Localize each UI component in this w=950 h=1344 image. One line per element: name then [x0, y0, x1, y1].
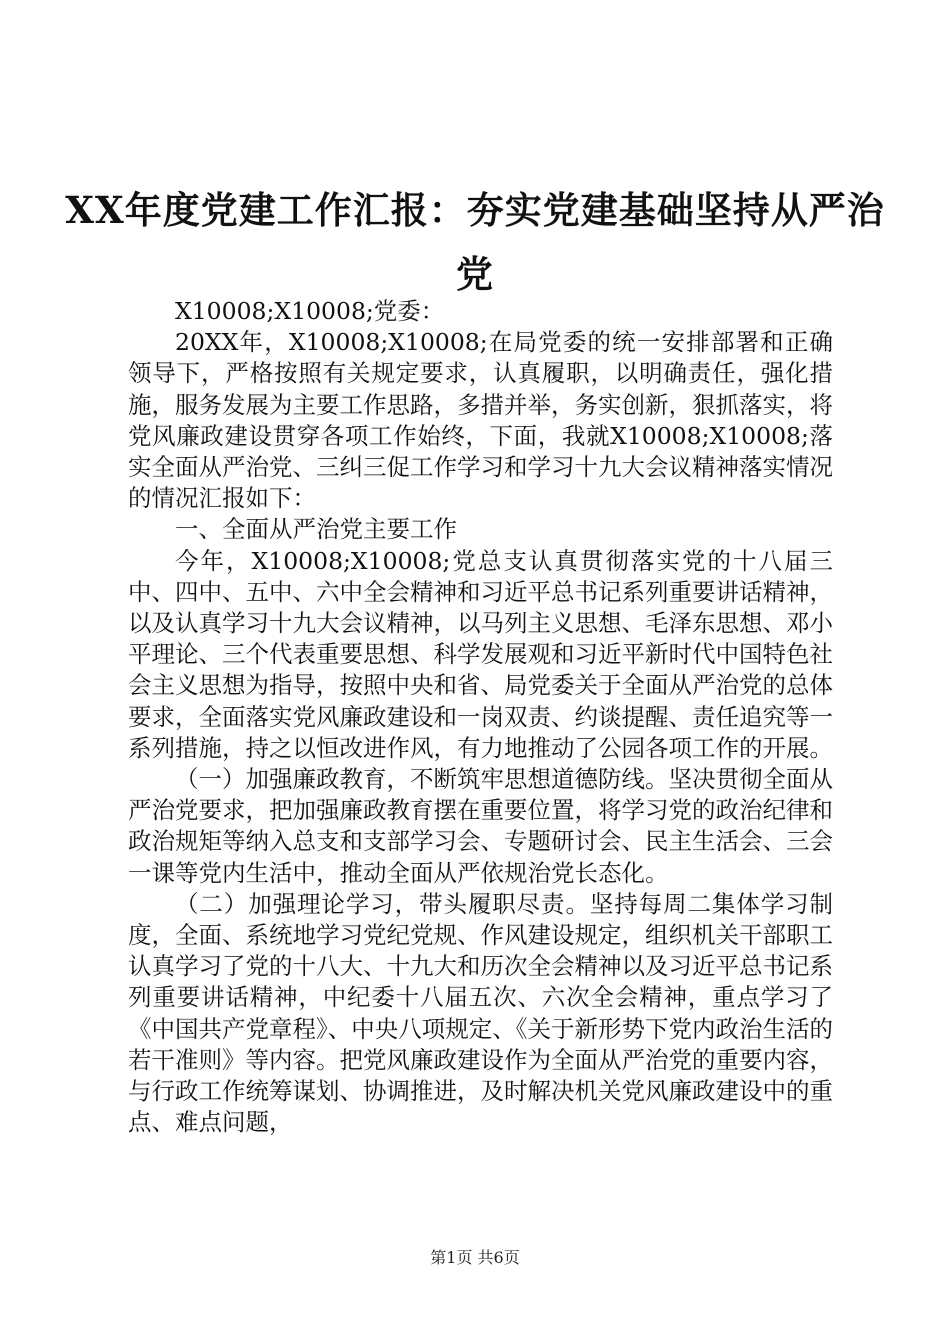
page-footer: 第1页 共6页	[430, 1248, 520, 1267]
body-paragraph: 今年，X10008;X10008;党总支认真贯彻落实党的十八届三中、四中、五中、六中全会精神和习近平总书记系列重要讲话精神，以及认真学习十九大会议精神，以马列主义思想、毛泽东思想、邓小平理论、三个代表重要思想、科学发展观和习近平新时代中国特色社会主义思想为指导，按照中央和省、局党委关于全面从严治党的总体要求，全面落实党风廉政建设和一岗双责、约谈提醒、责任追究等一系列措施，持之以恒改进作风，有力地推动了公园各项工作的开展。	[128, 546, 833, 762]
document-title: XX年度党建工作汇报：夯实党建基础坚持从严治党	[65, 188, 885, 296]
body-paragraph: （二）加强理论学习，带头履职尽责。坚持每周二集体学习制度，全面、系统地学习党纪党规、作风建设规定，组织机关干部职工认真学习了党的十八大、十九大和历次全会精神以及习近平总书记系列重要讲话精神，中纪委十八届五次、六次全会精神，重点学习了《中国共产党章程》、中央八项规定、《关于新形势下党内政治生活的若干准则》等内容。把党风廉政建设作为全面从严治党的重要内容，与行政工作统筹谋划、协调推进，及时解决机关党风廉政建设中的重点、难点问题，	[128, 889, 833, 1137]
salutation: X10008;X10008;党委：	[175, 297, 445, 325]
body-paragraph: （一）加强廉政教育，不断筑牢思想道德防线。坚决贯彻全面从严治党要求，把加强廉政教育摆在重要位置，将学习党的政治纪律和政治规矩等纳入总支和支部学习会、专题研讨会、民主生活会、三会一课等党内生活中，推动全面从严依规治党长态化。	[128, 765, 833, 887]
intro-paragraph: 20XX年，X10008;X10008;在局党委的统一安排部署和正确领导下，严格按照有关规定要求，认真履职，以明确责任，强化措施，服务发展为主要工作思路，多措并举，务实创新，狠抓落实，将党风廉政建设贯穿各项工作始终，下面，我就X10008;X10008;落实全面从严治党、三纠三促工作学习和学习十九大会议精神落实情况的情况汇报如下：	[128, 328, 833, 513]
document-body	[128, 296, 833, 1138]
section-heading: 一、全面从严治党主要工作	[175, 515, 457, 544]
